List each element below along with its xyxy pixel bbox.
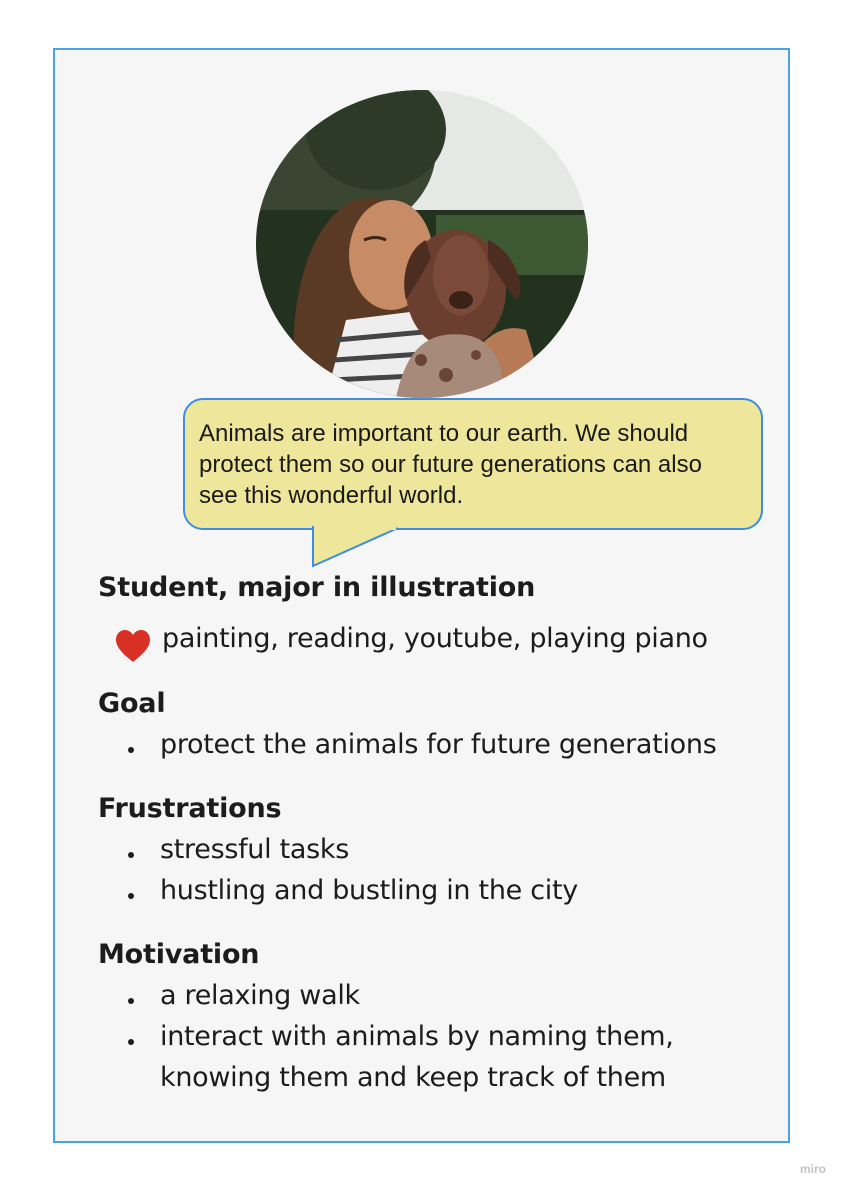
quote-bubble	[183, 398, 763, 530]
frustration-item: hustling and bustling in the city	[160, 875, 578, 906]
role-title: Student, major in illustration	[98, 572, 536, 603]
motivation-item-continued: knowing them and keep track of them	[160, 1062, 666, 1093]
miro-watermark: miro	[799, 1162, 826, 1176]
quote-bubble-tail	[310, 526, 400, 570]
heart-icon	[114, 629, 152, 663]
bullet-icon	[128, 747, 134, 753]
interests-text: painting, reading, youtube, playing piano	[162, 623, 708, 654]
bullet-icon	[128, 998, 134, 1004]
frustration-item: stressful tasks	[160, 834, 350, 865]
quote-text: Animals are important to our earth. We should protect them so our future generations can also see this wonderful world.	[199, 420, 702, 509]
profile-photo	[256, 90, 588, 398]
goal-item: protect the animals for future generations	[160, 729, 717, 760]
bullet-icon	[128, 893, 134, 899]
motivation-item: a relaxing walk	[160, 980, 360, 1011]
goal-title: Goal	[98, 688, 166, 719]
bullet-icon	[128, 1039, 134, 1045]
motivation-title: Motivation	[98, 939, 260, 970]
frustrations-title: Frustrations	[98, 793, 282, 824]
bullet-icon	[128, 852, 134, 858]
motivation-item: interact with animals by naming them,	[160, 1021, 674, 1052]
